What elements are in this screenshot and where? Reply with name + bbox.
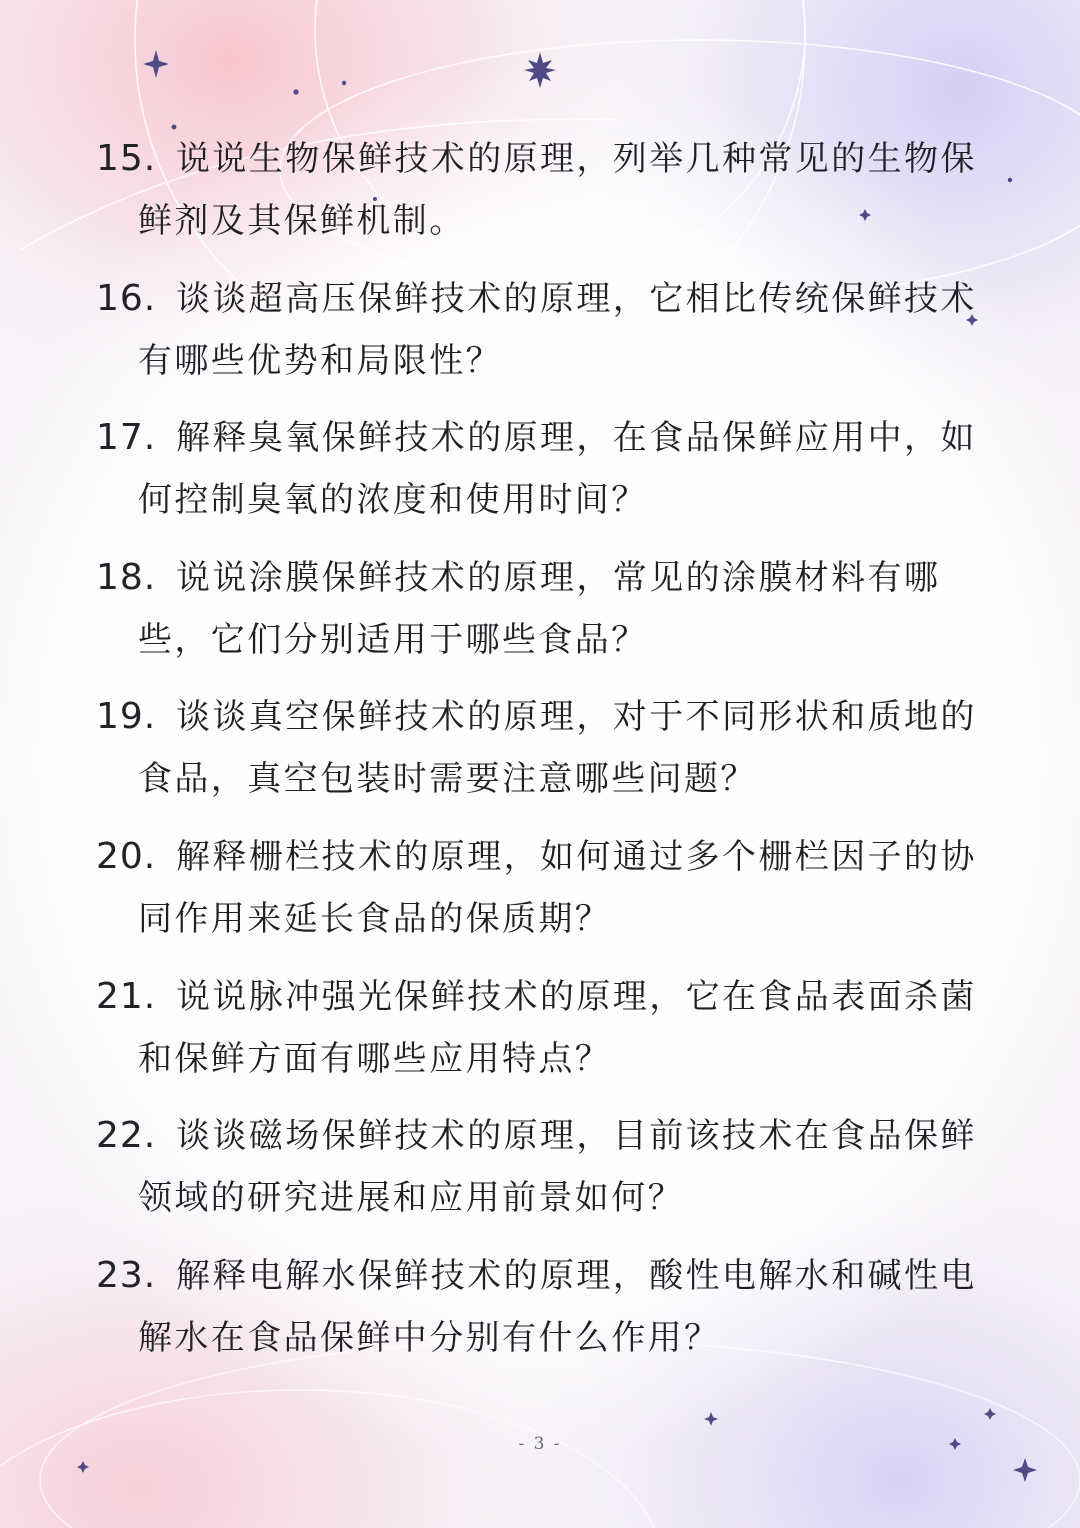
question-item [96, 1245, 1006, 1385]
question-number: 17. [96, 417, 157, 459]
twinkle-dot-icon [1008, 178, 1012, 182]
question-text: 解释电解水保鲜技术的原理，酸性电解水和碱性电解水在食品保鲜中分别有什么作用？ [138, 1255, 977, 1358]
question-text: 说说脉冲强光保鲜技术的原理，它在食品表面杀菌和保鲜方面有哪些应用特点？ [138, 976, 977, 1079]
question-number: 21. [96, 975, 157, 1017]
question-item [96, 826, 1006, 966]
question-number: 20. [96, 835, 157, 877]
question-text: 谈谈磁场保鲜技术的原理，目前该技术在食品保鲜领域的研究进展和应用前景如何？ [138, 1116, 977, 1219]
question-number: 22. [96, 1115, 157, 1157]
question-item [96, 547, 1006, 687]
question-list [96, 128, 1006, 1384]
question-number: 19. [96, 696, 157, 738]
question-number: 16. [96, 277, 157, 319]
question-item [96, 268, 1006, 408]
question-text: 解释栅栏技术的原理，如何通过多个栅栏因子的协同作用来延长食品的保质期？ [138, 836, 977, 939]
question-item [96, 407, 1006, 547]
question-text: 解释臭氧保鲜技术的原理，在食品保鲜应用中，如何控制臭氧的浓度和使用时间？ [138, 418, 977, 521]
question-item [96, 966, 1006, 1106]
twinkle-dot-icon [293, 89, 298, 94]
question-number: 23. [96, 1254, 157, 1296]
question-number: 15. [96, 138, 157, 179]
question-item [96, 1105, 1006, 1245]
question-number: 18. [96, 556, 157, 598]
question-item [96, 128, 1006, 268]
question-text: 说说涂膜保鲜技术的原理，常见的涂膜材料有哪些，它们分别适用于哪些食品？ [138, 557, 941, 660]
question-text: 说说生物保鲜技术的原理，列举几种常见的生物保鲜剂及其保鲜机制。 [138, 139, 977, 241]
page-number: - 3 - [518, 1434, 562, 1454]
question-text: 谈谈真空保鲜技术的原理，对于不同形状和质地的食品，真空包装时需要注意哪些问题？ [138, 697, 977, 800]
twinkle-dot-icon [342, 81, 346, 85]
question-text: 谈谈超高压保鲜技术的原理，它相比传统保鲜技术有哪些优势和局限性？ [138, 278, 977, 381]
question-item [96, 686, 1006, 826]
